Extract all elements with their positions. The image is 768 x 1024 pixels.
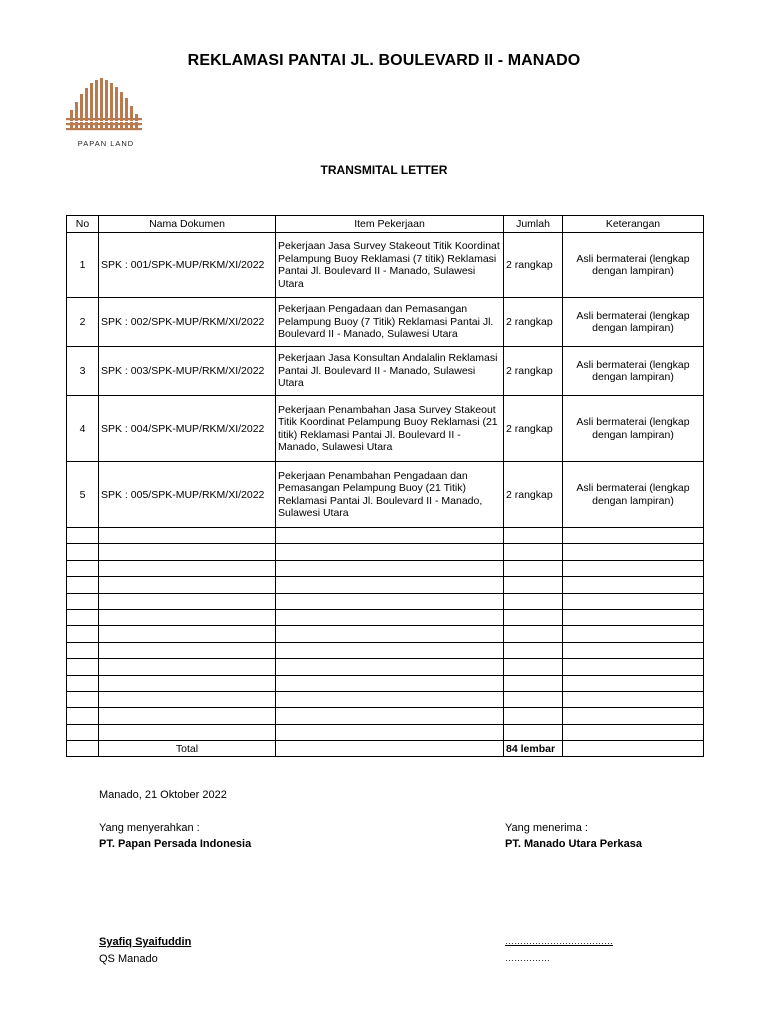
cell-no: 4 [67, 396, 99, 462]
header-no: No [67, 216, 99, 233]
cell-nama-dokumen: SPK : 002/SPK-MUP/RKM/XI/2022 [99, 298, 276, 347]
sender-company: PT. Papan Persada Indonesia [99, 838, 252, 850]
table-header-row [67, 216, 704, 233]
table-row [67, 462, 704, 528]
header-item-pekerjaan: Item Pekerjaan [276, 216, 504, 233]
cell-no: 5 [67, 462, 99, 528]
document-title: REKLAMASI PANTAI JL. BOULEVARD II - MANADO [187, 52, 581, 69]
document-subtitle: TRANSMITAL LETTER [320, 163, 448, 177]
total-value: 84 lembar [504, 741, 563, 757]
cell-item-pekerjaan: Pekerjaan Penambahan Pengadaan dan Pemasangan Pelampung Buoy (21 Titik) Reklamasi Pantai Jl. Boulevard II - Manado, Sulawesi Utara [276, 462, 504, 528]
table-row [67, 396, 704, 462]
empty-row [67, 544, 704, 560]
cell-item-pekerjaan: Pekerjaan Jasa Survey Stakeout Titik Koordinat Pelampung Buoy Reklamasi (7 titik) Reklamasi Pantai Jl. Boulevard II - Manado, Sulawesi Utara [276, 233, 504, 298]
total-label: Total [99, 741, 276, 757]
cell-no: 3 [67, 347, 99, 396]
cell-keterangan: Asli bermaterai (lengkap dengan lampiran) [563, 347, 704, 396]
sender-position: QS Manado [99, 953, 158, 965]
empty-row [67, 560, 704, 576]
cell-nama-dokumen: SPK : 005/SPK-MUP/RKM/XI/2022 [99, 462, 276, 528]
sender-label: Yang menyerahkan : [99, 822, 200, 834]
header-keterangan: Keterangan [563, 216, 704, 233]
table-row [67, 233, 704, 298]
receiver-company: PT. Manado Utara Perkasa [505, 838, 642, 850]
cell-item-pekerjaan: Pekerjaan Jasa Konsultan Andalalin Reklamasi Pantai Jl. Boulevard II - Manado, Sulawesi Utara [276, 347, 504, 396]
receiver-position-blank: …………… [505, 953, 550, 963]
cell-item-pekerjaan: Pekerjaan Pengadaan dan Pemasangan Pelampung Buoy (7 Titik) Reklamasi Pantai Jl. Boulevard II - Manado, Sulawesi Utara [276, 298, 504, 347]
cell-nama-dokumen: SPK : 004/SPK-MUP/RKM/XI/2022 [99, 396, 276, 462]
papan-land-logo [66, 78, 146, 152]
cell-keterangan: Asli bermaterai (lengkap dengan lampiran) [563, 298, 704, 347]
receiver-label: Yang menerima : [505, 822, 588, 834]
empty-row [67, 626, 704, 642]
empty-row [67, 659, 704, 675]
header-jumlah: Jumlah [504, 216, 563, 233]
empty-row [67, 724, 704, 740]
empty-row [67, 691, 704, 707]
cell-no: 1 [67, 233, 99, 298]
empty-row [67, 708, 704, 724]
logo-wordmark: PAPAN LAND [77, 139, 135, 148]
cell-jumlah: 2 rangkap [504, 347, 563, 396]
empty-row [67, 528, 704, 544]
empty-row [67, 675, 704, 691]
cell-jumlah: 2 rangkap [504, 396, 563, 462]
cell-keterangan: Asli bermaterai (lengkap dengan lampiran) [563, 396, 704, 462]
cell-keterangan: Asli bermaterai (lengkap dengan lampiran) [563, 233, 704, 298]
table-row [67, 347, 704, 396]
cell-nama-dokumen: SPK : 003/SPK-MUP/RKM/XI/2022 [99, 347, 276, 396]
empty-row [67, 609, 704, 625]
cell-jumlah: 2 rangkap [504, 233, 563, 298]
empty-row [67, 642, 704, 658]
cell-nama-dokumen: SPK : 001/SPK-MUP/RKM/XI/2022 [99, 233, 276, 298]
receiver-name-blank: ……………………………… [505, 936, 613, 946]
cell-jumlah: 2 rangkap [504, 462, 563, 528]
cell-keterangan: Asli bermaterai (lengkap dengan lampiran) [563, 462, 704, 528]
header-nama-dokumen: Nama Dokumen [99, 216, 276, 233]
building-icon [66, 78, 146, 138]
cell-item-pekerjaan: Pekerjaan Penambahan Jasa Survey Stakeout Titik Koordinat Pelampung Buoy Reklamasi (21 titik) Reklamasi Pantai Jl. Boulevard II - Manado, Sulawesi Utara [276, 396, 504, 462]
sender-name: Syafiq Syaifuddin [99, 936, 192, 948]
total-row [67, 741, 704, 757]
place-date: Manado, 21 Oktober 2022 [99, 789, 227, 801]
cell-no: 2 [67, 298, 99, 347]
cell-jumlah: 2 rangkap [504, 298, 563, 347]
empty-row [67, 593, 704, 609]
table-row [67, 298, 704, 347]
empty-row [67, 577, 704, 593]
transmittal-table [66, 215, 704, 757]
